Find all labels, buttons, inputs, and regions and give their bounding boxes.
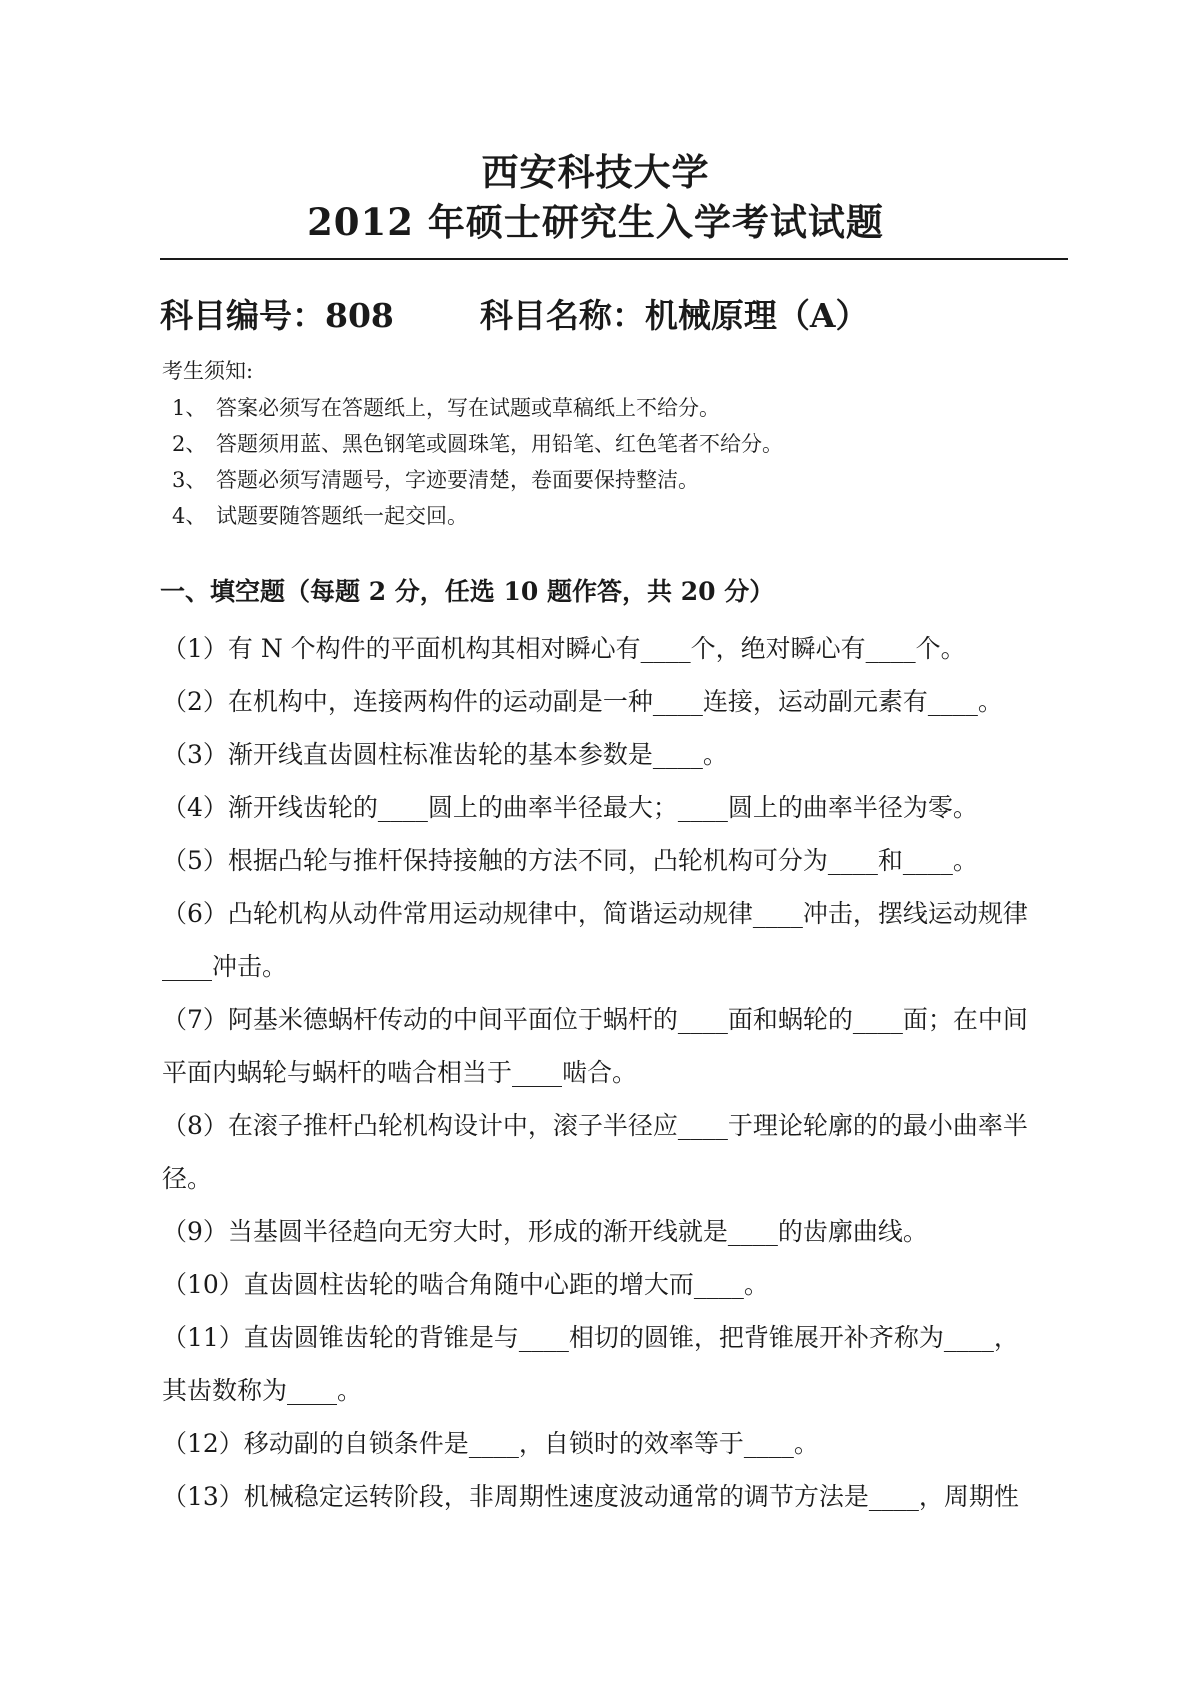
notice-item: 4、 试题要随答题纸一起交回。 bbox=[172, 504, 468, 528]
section-heading: 一、填空题（每题 2 分，任选 10 题作答，共 20 分） bbox=[160, 577, 775, 606]
question-line: （6）凸轮机构从动件常用运动规律中，简谐运动规律____冲击，摆线运动规律 bbox=[162, 899, 1028, 928]
question-line: （8）在滚子推杆凸轮机构设计中，滚子半径应____于理论轮廓的的最小曲率半 bbox=[162, 1111, 1028, 1140]
header-divider bbox=[160, 258, 1068, 260]
question-line: （2）在机构中，连接两构件的运动副是一种____连接，运动副元素有____。 bbox=[162, 687, 1003, 716]
question-line: （13）机械稳定运转阶段，非周期性速度波动通常的调节方法是____，周期性 bbox=[162, 1482, 1019, 1511]
question-line: （10）直齿圆柱齿轮的啮合角随中心距的增大而____。 bbox=[162, 1270, 769, 1299]
question-line: （9）当基圆半径趋向无穷大时，形成的渐开线就是____的齿廓曲线。 bbox=[162, 1217, 928, 1246]
question-line: 径。 bbox=[162, 1164, 213, 1193]
notice-item: 1、 答案必须写在答题纸上，写在试题或草稿纸上不给分。 bbox=[172, 396, 720, 420]
subject-code: 科目编号：808 bbox=[160, 296, 394, 335]
question-line: （3）渐开线直齿圆柱标准齿轮的基本参数是____。 bbox=[162, 740, 728, 769]
question-line: （5）根据凸轮与推杆保持接触的方法不同，凸轮机构可分为____和____。 bbox=[162, 846, 978, 875]
question-line: （11）直齿圆锥齿轮的背锥是与____相切的圆锥，把背锥展开补齐称为____， bbox=[162, 1323, 1019, 1352]
notice-heading: 考生须知: bbox=[162, 359, 254, 383]
exam-title: 2012 年硕士研究生入学考试试题 bbox=[307, 200, 884, 244]
school-name: 西安科技大学 bbox=[481, 150, 710, 194]
question-line: 平面内蜗轮与蜗杆的啮合相当于____啮合。 bbox=[162, 1058, 638, 1087]
question-line: （7）阿基米德蜗杆传动的中间平面位于蜗杆的____面和蜗轮的____面；在中间 bbox=[162, 1005, 1028, 1034]
notice-item: 2、 答题须用蓝、黑色钢笔或圆珠笔，用铅笔、红色笔者不给分。 bbox=[172, 432, 783, 456]
question-line: （1）有 N 个构件的平面机构其相对瞬心有____个，绝对瞬心有____个。 bbox=[162, 634, 966, 663]
notice-item: 3、 答题必须写清题号，字迹要清楚，卷面要保持整洁。 bbox=[172, 468, 699, 492]
subject-line bbox=[160, 296, 869, 336]
question-line: （4）渐开线齿轮的____圆上的曲率半径最大；____圆上的曲率半径为零。 bbox=[162, 793, 978, 822]
subject-name: 科目名称：机械原理（A） bbox=[479, 296, 869, 335]
notice-list bbox=[172, 390, 783, 534]
question-list bbox=[162, 622, 1114, 1523]
question-line: ____冲击。 bbox=[162, 952, 288, 981]
question-line: 其齿数称为____。 bbox=[162, 1376, 363, 1405]
question-line: （12）移动副的自锁条件是____，自锁时的效率等于____。 bbox=[162, 1429, 819, 1458]
